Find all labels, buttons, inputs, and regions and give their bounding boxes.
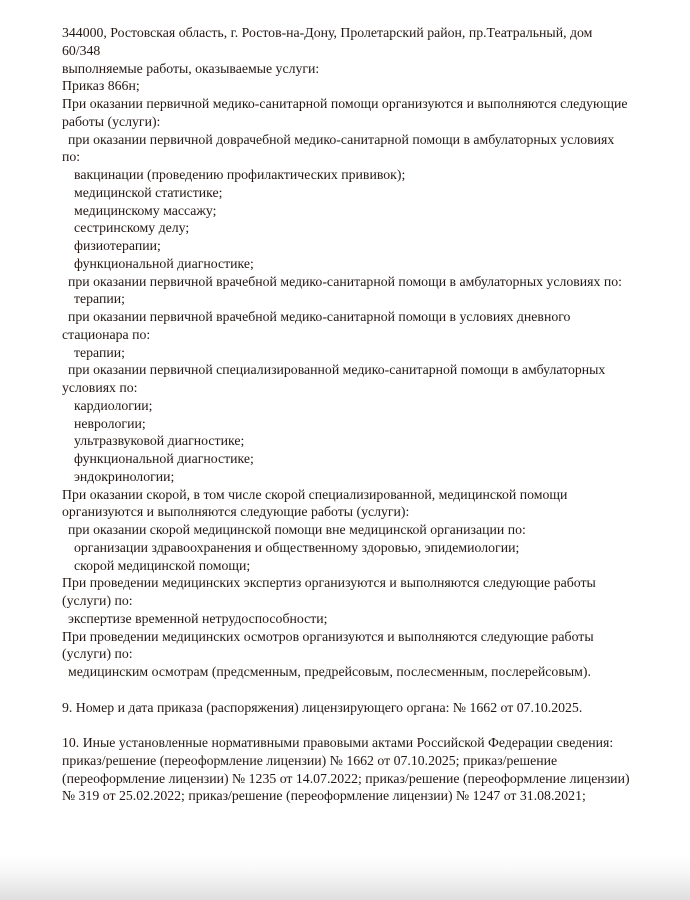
document-line: приказ/решение (переоформление лицензии) № 1662 от 07.10.2025; приказ/решение [62,752,558,768]
document-line: медицинским осмотрам (предсменным, предрейсовым, послесменным, послерейсовым). [68,664,591,679]
document-line: при оказании скорой медицинской помощи вне медицинской организации по: [68,522,526,537]
document-line: При проведении медицинских осмотров организуются и выполняются следующие работы [62,628,594,644]
document-line: функциональной диагностике; [74,255,254,271]
document-line: медицинскому массажу; [74,202,217,218]
document-line: (услуги) по: [62,646,133,662]
document-text-block [62,24,662,805]
document-line: экспертизе временной нетрудоспособности; [68,610,328,626]
document-line: медицинской статистике; [74,184,223,200]
document-line: стационара по: [62,326,151,342]
document-line: Приказ 866н; [62,78,140,94]
document-line: выполняемые работы, оказываемые услуги: [62,60,320,76]
document-line: эндокринологии; [74,468,175,484]
document-line: терапии; [74,344,125,360]
document-line: При оказании первичной медико-санитарной помощи организуются и выполняются следующие [62,96,628,111]
document-line [62,681,662,699]
document-line: по: [62,149,81,165]
document-line: ультразвуковой диагностике; [74,433,245,449]
document-line: сестринскому делу; [74,220,190,236]
document-line: 10. Иные установленные нормативными правовыми актами Российской Федерации сведения: [62,735,614,750]
document-line: функциональной диагностике; [74,451,254,466]
document-line: условиях по: [62,380,138,395]
document-line: скорой медицинской помощи; [74,557,251,573]
document-line: при оказании первичной врачебной медико-санитарной помощи в условиях дневного [68,309,571,324]
document-line: организуются и выполняются следующие работы (услуги): [62,504,410,520]
document-line: 60/348 [62,42,101,58]
document-line: 344000, Ростовская область, г. Ростов-на-Дону, Пролетарский район, пр.Театральный, дом [62,25,593,40]
document-line: при оказании первичной врачебной медико-санитарной помощи в амбулаторных условиях по: [68,273,622,289]
document-line: кардиологии; [74,397,153,413]
document-line: при оказании первичной доврачебной медико-санитарной помощи в амбулаторных условиях [68,131,615,147]
document-line: при оказании первичной специализированной медико-санитарной помощи в амбулаторных [68,362,606,378]
document-line: физиотерапии; [74,238,161,253]
document-line: При оказании скорой, в том числе скорой специализированной, медицинской помощи [62,486,568,502]
document-line: терапии; [74,291,125,307]
document-line: При проведении медицинских экспертиз организуются и выполняются следующие работы [62,575,596,591]
document-line [62,716,662,734]
document-line: № 319 от 25.02.2022; приказ/решение (переоформление лицензии) № 1247 от 31.08.2021; [62,788,586,804]
document-line: организации здравоохранения и общественному здоровью, эпидемиологии; [74,539,520,555]
document-line: (переоформление лицензии) № 1235 от 14.07.2022; приказ/решение (переоформление лицензии) [62,770,630,786]
document-line: неврологии; [74,415,146,431]
document-line: работы (услуги): [62,113,161,129]
document-line: (услуги) по: [62,593,133,608]
document-line: вакцинации (проведению профилактических прививок); [74,167,406,182]
document-line: 9. Номер и дата приказа (распоряжения) лицензирующего органа: № 1662 от 07.10.2025. [62,699,583,715]
